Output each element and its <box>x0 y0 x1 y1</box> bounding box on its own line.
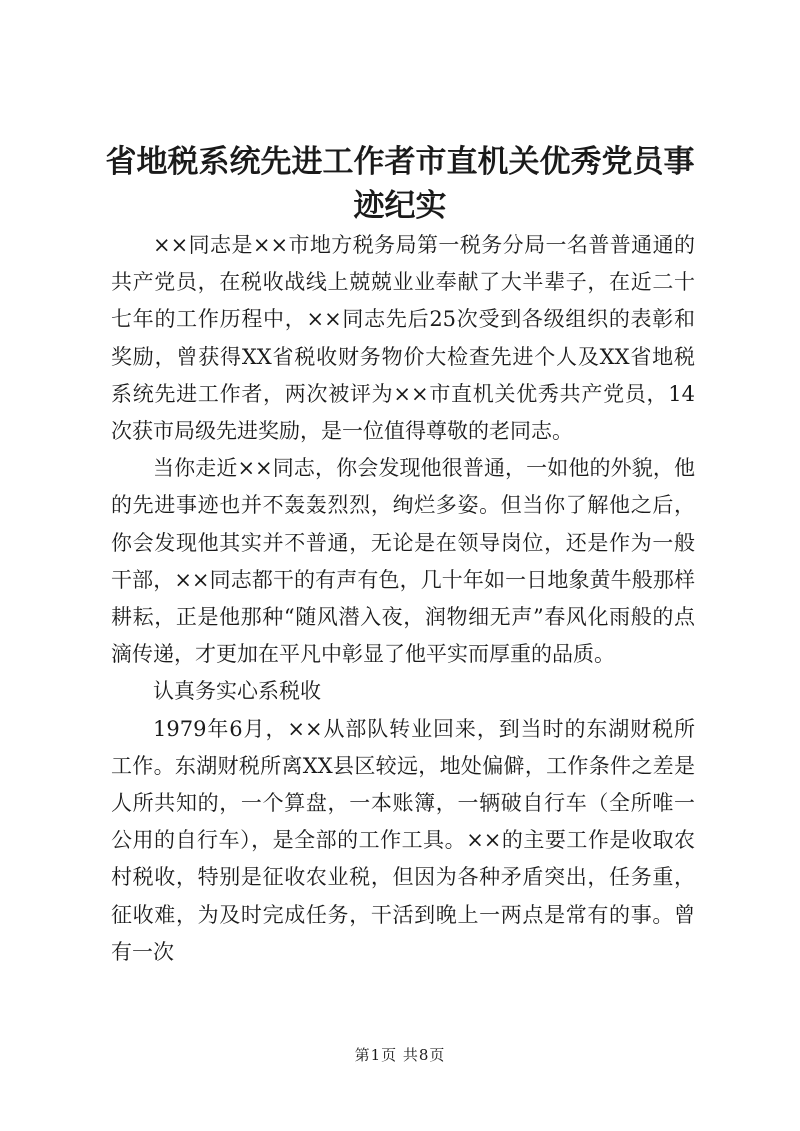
page-number-footer: 第1页 共8页 <box>354 1046 446 1064</box>
paragraph-3: 1979年6月，××从部队转业回来，到当时的东湖财税所工作。东湖财税所离XX县区较远，地处偏僻，工作条件之差是人所共知的，一个算盘，一本账簿，一辆破自行车（全所唯一公用的自行车），是全部的工作工具。××的主要工作是收取农村税收，特别是征收农业税，但因为各种矛盾突出，任务重，征收难，为及时完成任务，干活到晚上一两点是常有的事。曾有一次 <box>111 716 695 964</box>
paragraph-1: ××同志是××市地方税务局第一税务分局一名普普通通的共产党员，在税收战线上兢兢业业奉献了大半辈子，在近二十七年的工作历程中，××同志先后25次受到各级组织的表彰和奖励，曾获得XX省税收财务物价大检查先进个人及XX省地税系统先进工作者，两次被评为××市直机关优秀共产党员，14次获市局级先进奖励，是一位值得尊敬的老同志。 <box>111 233 695 444</box>
section-heading: 认真务实心系税收 <box>153 679 321 704</box>
document-body <box>111 227 695 971</box>
document-title: 省地税系统先进工作者市直机关优秀党员事迹纪实 <box>105 144 695 224</box>
paragraph-2: 当你走近××同志，你会发现他很普通，一如他的外貌，他的先进事迹也并不轰轰烈烈，绚烂多姿。但当你了解他之后，你会发现他其实并不普通，无论是在领导岗位，还是作为一般干部，××同志都干的有声有色，几十年如一日地象黄牛般那样耕耘，正是他那种“随风潜入夜，润物细无声”春风化雨般的点滴传递，才更加在平凡中彰显了他平实而厚重的品质。 <box>111 456 695 667</box>
